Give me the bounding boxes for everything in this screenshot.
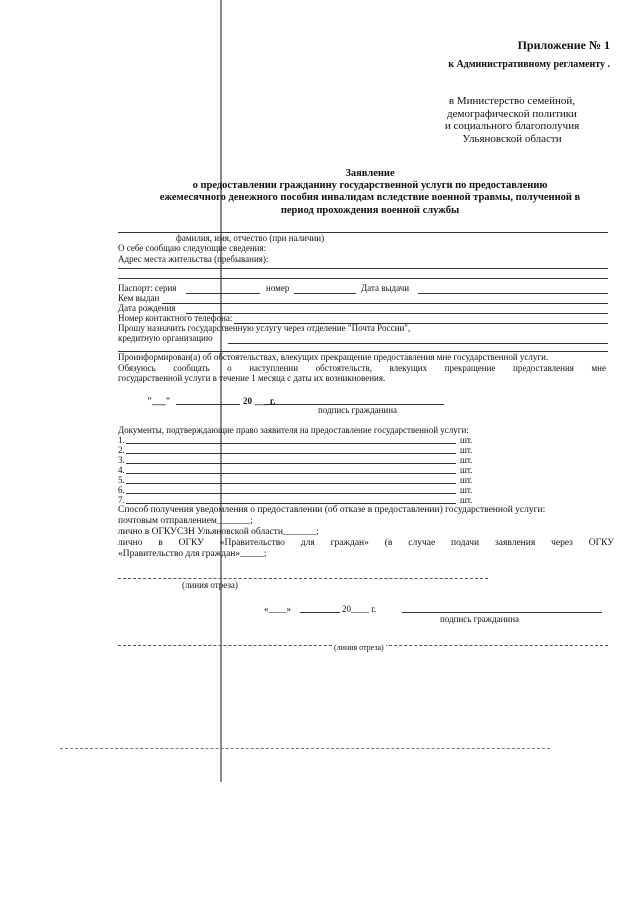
doc-row-field[interactable] <box>126 443 456 444</box>
passport-date-field[interactable] <box>418 293 608 294</box>
addressee-line: Ульяновской области <box>462 132 562 145</box>
obligation-line-2: государственной услуги в течение 1 месяца с даты их возникновения. <box>118 373 386 383</box>
obligation-line-1: Обязуюсь сообщать о наступлении обстоятельств, влекущих прекращение предоставления мне <box>118 363 606 373</box>
passport-number-label: номер <box>266 283 290 293</box>
addressee-line: и социального благополучия <box>444 120 580 132</box>
scan-fold-line <box>220 0 222 782</box>
doc-row-unit: шт. <box>460 465 473 475</box>
issued-by-label: Кем выдан <box>118 293 160 303</box>
title-line-3: период прохождения военной службы <box>280 205 460 216</box>
issued-by-field[interactable] <box>162 303 608 304</box>
address-label: Адрес места жительства (пребывания): <box>118 254 269 264</box>
date2-day: «____» <box>264 604 291 614</box>
doc-row-number: 7. <box>118 495 125 505</box>
request-text: Прошу назначить государственную услугу через отделение "Почта России", <box>118 323 411 333</box>
doc-row-field[interactable] <box>126 493 456 494</box>
birth-date-field[interactable] <box>186 313 608 314</box>
date2-month-field[interactable] <box>300 612 340 613</box>
method-gov-line-2: «Правительство для граждан»_____; <box>118 549 267 559</box>
doc-row-unit: шт. <box>460 495 473 505</box>
fio-caption: фамилия, имя, отчество (при наличии) <box>176 233 325 243</box>
informed-text: Проинформирован(а) об обстоятельствах, влекущих прекращение предоставления мне государственной услуги. <box>118 352 549 362</box>
documents-title: Документы, подтверждающие право заявителя на предоставление государственной услуги: <box>118 425 469 435</box>
signature-caption: подпись гражданина <box>318 405 398 415</box>
credit-org-field[interactable] <box>228 343 608 344</box>
doc-row-number: 1. <box>118 435 125 445</box>
addressee-block <box>432 95 592 145</box>
signature2-field[interactable] <box>402 612 602 613</box>
passport-series-field[interactable] <box>186 293 260 294</box>
doc-row-number: 5. <box>118 475 125 485</box>
addressee-line: демографической политики <box>447 107 577 120</box>
address-field-line[interactable] <box>118 278 608 279</box>
date-year: 20 ___ г. <box>243 396 276 406</box>
addressee-line: в Министерство семейной, <box>448 95 576 107</box>
date2-year: 20____ г. <box>342 604 377 614</box>
birth-date-label: Дата рождения <box>118 303 176 313</box>
method-post[interactable]: почтовым отправлением_______; <box>118 516 253 526</box>
doc-row-number: 6. <box>118 485 125 495</box>
passport-number-field[interactable] <box>294 293 356 294</box>
doc-row-number: 3. <box>118 455 125 465</box>
doc-row-unit: шт. <box>460 455 473 465</box>
doc-row-unit: шт. <box>460 445 473 455</box>
cut-line-caption-2: (линия отреза) <box>334 643 384 652</box>
appendix-number: Приложение № 1 <box>517 38 610 52</box>
document-title: Заявление <box>345 168 395 179</box>
bottom-dashed-line <box>60 748 550 749</box>
date-day: "___" <box>147 396 171 406</box>
title-line-2: ежемесячного денежного пособия инвалидам вследствие военной травмы, полученной в <box>159 192 581 203</box>
cut-line-1 <box>118 578 488 579</box>
doc-row-unit: шт. <box>460 485 473 495</box>
doc-row-number: 4. <box>118 465 125 475</box>
doc-row-unit: шт. <box>460 435 473 445</box>
signature2-caption: подпись гражданина <box>440 614 520 624</box>
method-ogkuszn[interactable]: лично в ОГКУСЗН Ульяновской области_______; <box>118 527 319 537</box>
method-gov-line-1[interactable]: лично в ОГКУ «Правительство для граждан» (в случае подачи заявления через ОГКУ <box>118 538 614 548</box>
about-label: О себе сообщаю следующие сведения: <box>118 243 267 253</box>
date-month-field[interactable] <box>176 404 240 405</box>
doc-row-field[interactable] <box>126 503 456 504</box>
doc-row-field[interactable] <box>126 453 456 454</box>
phone-label: Номер контактного телефона: <box>118 313 233 323</box>
doc-row-number: 2. <box>118 445 125 455</box>
cut-line-caption-1: (линия отреза) <box>182 580 238 590</box>
passport-series-label: Паспорт: серия <box>118 283 177 293</box>
doc-row-field[interactable] <box>126 463 456 464</box>
method-title: Способ получения уведомления о предоставлении (об отказе в предоставлении) государственной услуги: <box>118 505 546 515</box>
doc-row-unit: шт. <box>460 475 473 485</box>
passport-date-label: Дата выдачи <box>361 283 410 293</box>
doc-row-field[interactable] <box>126 483 456 484</box>
title-line-1: о предоставлении гражданину государственной услуги по предоставлению <box>192 180 548 191</box>
address-field-line[interactable] <box>118 268 608 269</box>
reglament-reference: к Административному регламенту . <box>448 59 610 70</box>
credit-org-label: кредитную организацию <box>118 333 213 343</box>
doc-row-field[interactable] <box>126 473 456 474</box>
